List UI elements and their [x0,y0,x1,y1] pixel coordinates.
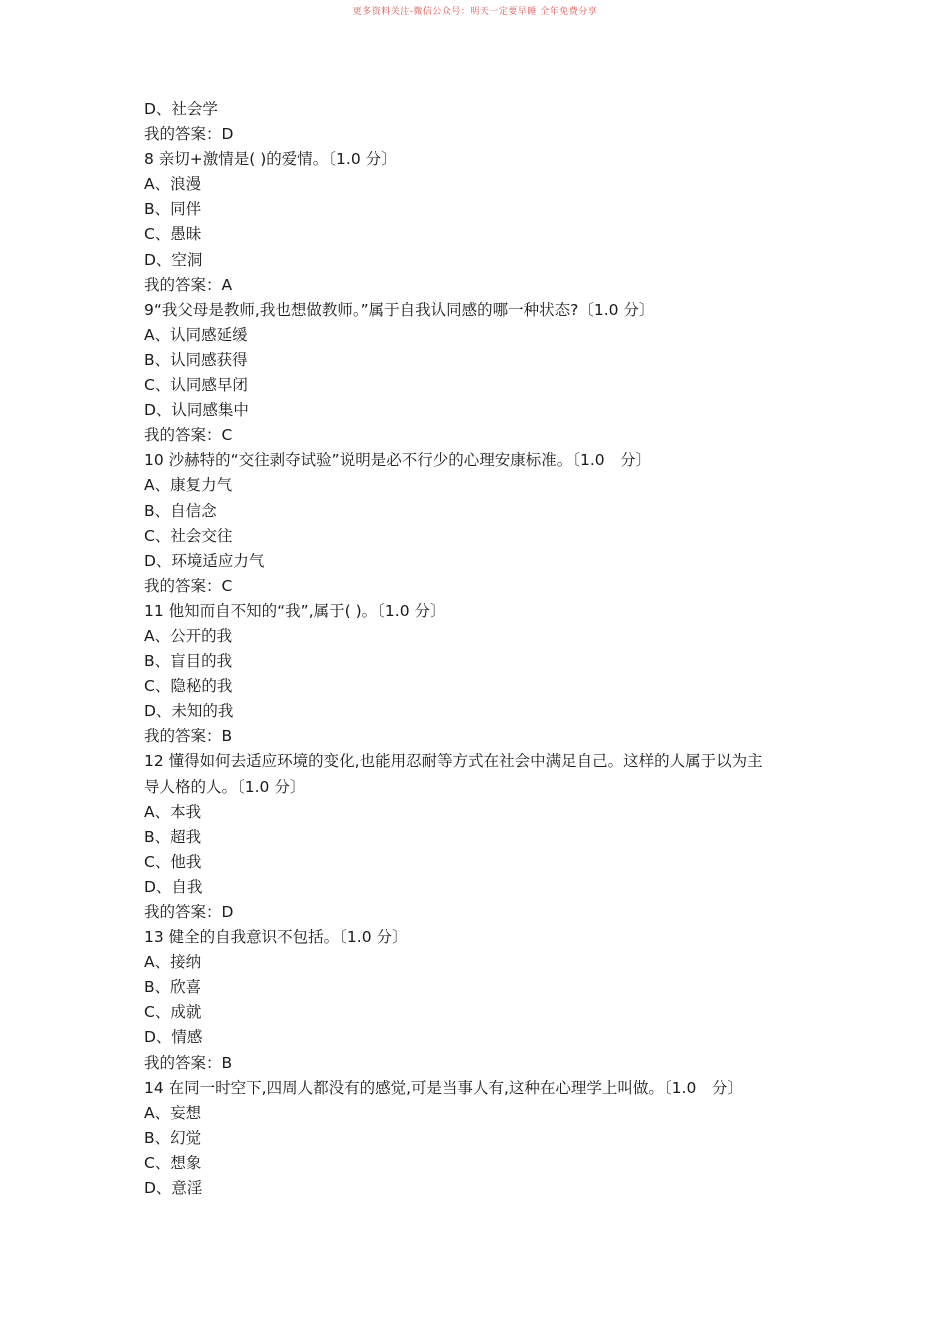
option-line: C、成就 [144,1003,202,1022]
answer-line: 我的答案：D [144,903,234,921]
option-line: B、超我 [144,827,202,846]
option-line: D、社会学 [144,100,218,118]
option-line: D、空洞 [144,250,203,269]
option-line: C、社会交往 [144,526,233,545]
option-line: A、康复力气 [144,476,233,495]
option-line: C、想象 [144,1153,202,1172]
option-line: A、妄想 [144,1103,202,1122]
answer-line: 我的答案：D [144,125,234,144]
answer-line: 我的答案：C [144,576,233,595]
option-line: A、接纳 [144,953,202,972]
option-line: D、意淫 [144,1179,203,1198]
answer-line: 我的答案：B [144,1053,233,1072]
question-line-continued: 导人格的人。〔1.0 分〕 [144,777,306,796]
option-line: B、幻觉 [144,1128,202,1147]
question-line: 12 懂得如何去适应环境的变化,也能用忍耐等方式在社会中满足自己。这样的人属于以为主 [144,752,763,771]
option-line: D、未知的我 [144,702,234,721]
answer-line: 我的答案：A [144,275,233,294]
option-line: B、欣喜 [144,978,202,997]
option-line: B、认同感获得 [144,350,248,369]
question-line: 11 他知而自不知的“我”,属于( )。〔1.0 分〕 [144,601,446,620]
option-line: A、认同感延缓 [144,325,248,344]
option-line: A、本我 [144,802,202,821]
option-line: D、情感 [144,1028,203,1047]
question-line: 9“我父母是教师,我也想做教师。”属于自我认同感的哪一种状态?〔1.0 分〕 [144,300,655,319]
question-line: 13 健全的自我意识不包括。〔1.0 分〕 [144,928,408,947]
option-line: A、浪漫 [144,175,202,194]
question-line: 10 沙赫特的“交往剥夺试验”说明是必不行少的心理安康标准。〔1.0 分〕 [144,451,652,470]
answer-line: 我的答案：B [144,727,233,746]
option-line: C、愚昧 [144,225,202,244]
option-line: A、公开的我 [144,626,233,645]
quiz-content [144,97,824,1201]
option-line: B、自信念 [144,501,217,520]
option-line: C、认同感早闭 [144,376,248,395]
page-header-banner: 更多资料关注-微信公众号：明天一定要早睡 全年免费分享 [352,7,598,17]
option-line: D、认同感集中 [144,401,249,420]
question-line: 14 在同一时空下,四周人都没有的感觉,可是当事人有,这种在心理学上叫做。〔1.0 分〕 [144,1078,743,1097]
question-line: 8 亲切+激情是( )的爱情。〔1.0 分〕 [144,150,397,169]
option-line: B、同伴 [144,200,202,219]
option-line: D、环境适应力气 [144,551,265,570]
option-line: D、自我 [144,877,203,896]
option-line: C、隐秘的我 [144,677,233,696]
answer-line: 我的答案：C [144,426,233,445]
option-line: C、他我 [144,852,202,871]
option-line: B、盲目的我 [144,652,233,671]
